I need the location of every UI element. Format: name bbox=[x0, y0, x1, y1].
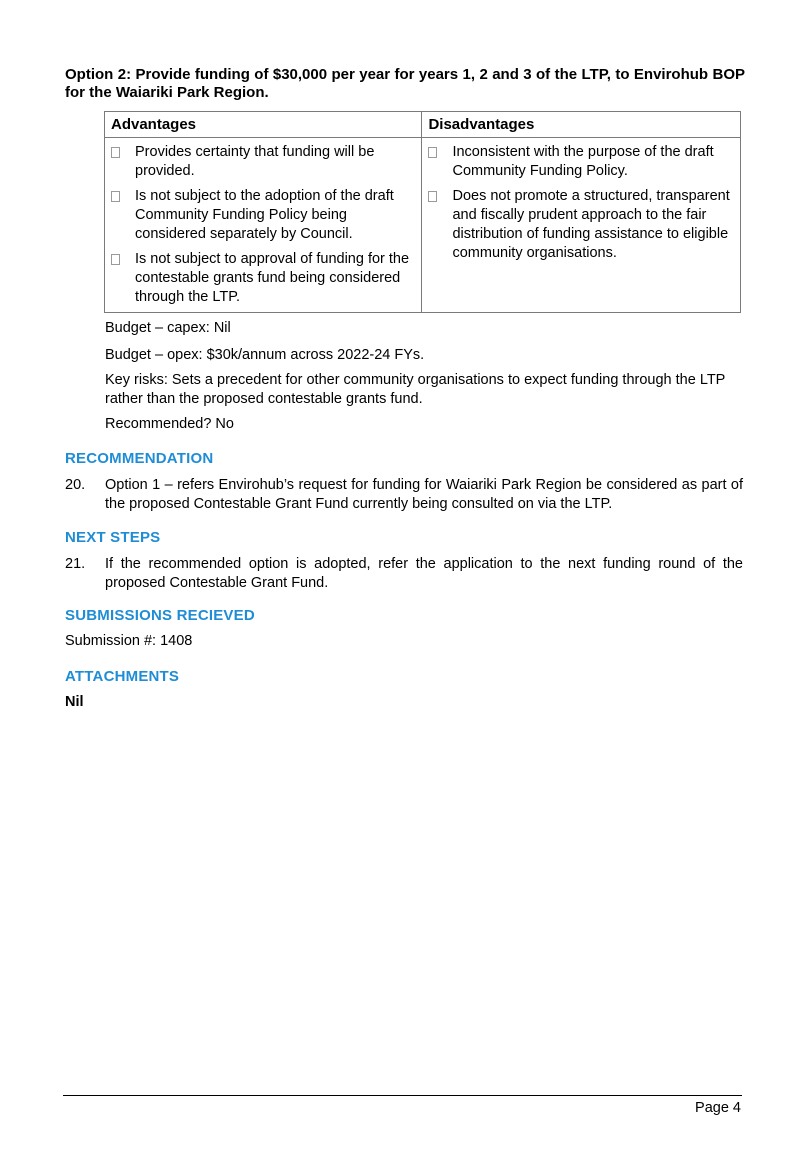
submissions-heading: SUBMISSIONS RECIEVED bbox=[65, 607, 255, 624]
recommendation-item bbox=[65, 476, 743, 514]
item-number: 20. bbox=[65, 477, 86, 493]
checkbox-bullet-icon bbox=[428, 191, 437, 202]
checkbox-bullet-icon bbox=[111, 191, 120, 202]
checkbox-bullet-icon bbox=[111, 254, 120, 265]
table-body-row bbox=[105, 138, 741, 313]
list-item bbox=[111, 143, 415, 181]
advantages-disadvantages-table bbox=[104, 111, 741, 313]
list-item bbox=[111, 187, 415, 244]
next-steps-text: If the recommended option is adopted, refer the application to the next funding round of the proposed Contestable Grant Fund. bbox=[105, 556, 743, 591]
recommendation-heading: RECOMMENDATION bbox=[65, 450, 214, 467]
option-title: Option 2: Provide funding of $30,000 per year for years 1, 2 and 3 of the LTP, to Envirohub BOP for the Waiariki Park Region. bbox=[65, 66, 745, 101]
advantages-cell bbox=[105, 138, 422, 313]
advantages-header: Advantages bbox=[105, 112, 422, 138]
checkbox-bullet-icon bbox=[111, 147, 120, 158]
disadvantages-cell bbox=[422, 138, 741, 313]
recommended-status: Recommended? No bbox=[105, 416, 234, 432]
attachments-value: Nil bbox=[65, 694, 84, 710]
budget-opex: Budget – opex: $30k/annum across 2022-24 FYs. bbox=[105, 347, 425, 363]
disadvantage-text: Inconsistent with the purpose of the draft Community Funding Policy. bbox=[452, 144, 714, 179]
advantage-text: Is not subject to approval of funding for the contestable grants fund being considered through the LTP. bbox=[135, 251, 410, 305]
next-steps-item bbox=[65, 555, 743, 593]
budget-capex: Budget – capex: Nil bbox=[105, 320, 231, 336]
recommendation-text: Option 1 – refers Envirohub’s request for funding for Waiariki Park Region be considered as part of the proposed Contestable Grant Fund currently being consulted on via the LTP. bbox=[105, 477, 743, 512]
key-risks: Key risks: Sets a precedent for other community organisations to expect funding through the LTP rather than the proposed contestable grants fund. bbox=[105, 372, 726, 407]
disadvantage-text: Does not promote a structured, transparent and fiscally prudent approach to the fair distribution of funding assistance to eligible community organisations. bbox=[452, 188, 730, 261]
attachments-heading: ATTACHMENTS bbox=[65, 668, 180, 685]
advantage-text: Is not subject to the adoption of the draft Community Funding Policy being considered separately by Council. bbox=[135, 188, 394, 242]
table-header-row bbox=[105, 112, 741, 138]
page-number: Page 4 bbox=[695, 1100, 741, 1116]
footer-divider bbox=[63, 1095, 742, 1096]
item-number: 21. bbox=[65, 556, 86, 572]
list-item bbox=[428, 187, 734, 263]
checkbox-bullet-icon bbox=[428, 147, 437, 158]
list-item bbox=[428, 143, 734, 181]
list-item bbox=[111, 250, 415, 307]
advantage-text: Provides certainty that funding will be provided. bbox=[135, 144, 375, 179]
next-steps-heading: NEXT STEPS bbox=[65, 529, 161, 546]
submission-number: Submission #: 1408 bbox=[65, 633, 193, 649]
disadvantages-header: Disadvantages bbox=[422, 112, 741, 138]
